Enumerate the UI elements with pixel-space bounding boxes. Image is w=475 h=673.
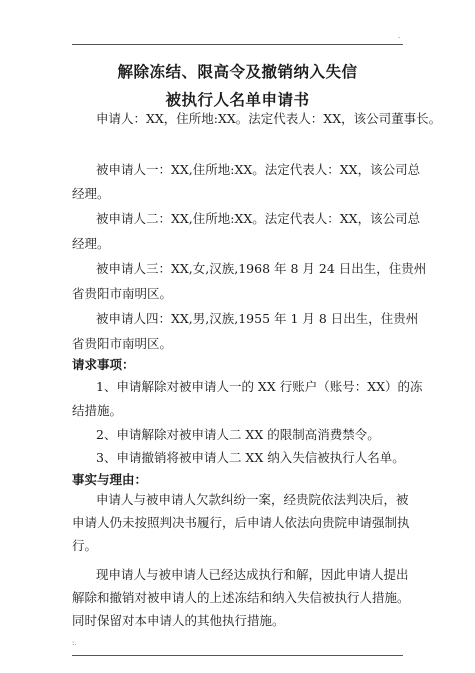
respondent-3-line-1: 被申请人三：XX,女,汉族,1968 年 8 月 24 日出生，住贵州 [96, 261, 427, 276]
title-line-2: 被执行人名单申请书 [165, 90, 310, 109]
requests-heading: 请求事项： [72, 357, 135, 372]
request-2-line: 2、申请解除对被申请人二 XX 的限制高消费禁令。 [96, 427, 380, 442]
request-3-line: 3、申请撤销将被申请人二 XX 纳入失信被执行人名单。 [96, 450, 405, 465]
header-mark: . [398, 32, 401, 40]
respondent-1-line-1: 被申请人一：XX,住所地:XX。法定代表人：XX，该公司总 [96, 162, 421, 177]
facts-heading: 事实与理由： [72, 472, 148, 487]
respondent-4-line-2: 省贵阳市南明区。 [72, 336, 173, 351]
facts-p2-line-3: 同时保留对本申请人的其他执行措施。 [72, 613, 285, 628]
facts-p2-line-2: 解除和撤销对被申请人的上述冻结和纳入失信被执行人措施。 [72, 590, 410, 605]
request-1-line-1: 1、申请解除对被申请人一的 XX 行账户（账号：XX）的冻 [96, 379, 423, 394]
facts-p1-line-2: 申请人仍未按照判决书履行，后申请人依法向贵院申请强制执 [72, 515, 410, 530]
applicant-line: 申请人：XX，住所地:XX。法定代表人：XX，该公司董事长。 [96, 111, 442, 126]
header-rule [72, 44, 403, 45]
facts-p1-line-3: 行。 [72, 538, 98, 553]
respondent-4-line-1: 被申请人四：XX,男,汉族,1955 年 1 月 8 日出生，住贵州 [96, 311, 419, 326]
facts-p2-line-1: 现申请人与被申请人已经达成执行和解，因此申请人提出 [96, 567, 409, 582]
title-line-1: 解除冻结、限高令及撤销纳入失信 [117, 62, 358, 81]
facts-p1-line-1: 申请人与被申请人欠款纠纷一案，经贵院依法判决后，被 [96, 492, 409, 507]
respondent-1-line-2: 经理。 [72, 186, 110, 201]
respondent-2-line-1: 被申请人二：XX,住所地:XX。法定代表人：XX，该公司总 [96, 211, 421, 226]
request-1-line-2: 结措施。 [72, 403, 123, 418]
footer-mark: :. [72, 639, 77, 647]
respondent-2-line-2: 经理。 [72, 236, 110, 251]
respondent-3-line-2: 省贵阳市南明区。 [72, 286, 173, 301]
footer-rule [72, 655, 403, 656]
